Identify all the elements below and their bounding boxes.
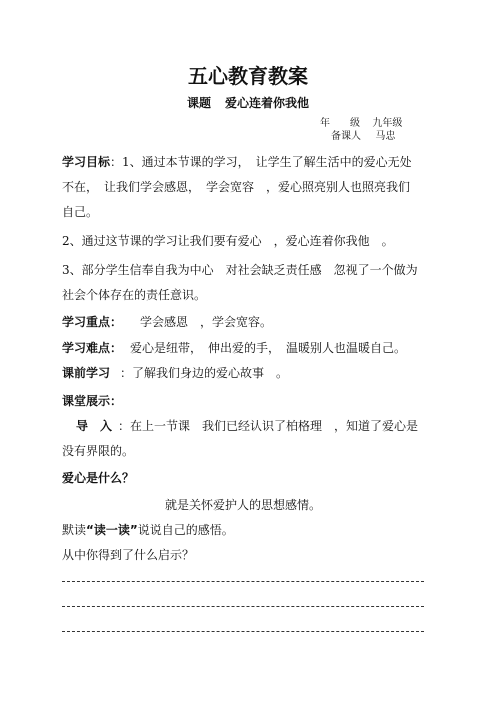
intro-line2: 没有界限的。 [62,444,135,458]
pre-study-text: ：了解我们身边的爱心故事 。 [120,366,289,380]
grade-label: 年 级 [320,118,360,129]
answer-dashed-line [62,581,424,582]
preparer-value: 马忠 [375,131,396,142]
difficulty-line [62,340,424,356]
preparer-row [331,127,395,142]
goals-label: 学习目标 [62,155,111,169]
course-label: 课题 [186,96,211,110]
answer-dashed-line [62,631,424,632]
course-heading [0,94,496,111]
intro-label: 导 入 [76,419,113,433]
key-points-text: 学会感恩 ，学会宽容。 [140,315,273,329]
pre-study-label: 课前学习 [62,366,111,380]
goal1-line1 [62,154,424,170]
course-title: 爱心连着你我他 [225,96,310,110]
goal1-line2: 不在， 让我们学会感恩， 学会宽容 ，爱心照亮别人也照亮我们 [62,180,411,194]
read-suffix: 说说自己的感悟。 [137,523,234,537]
read-line [62,522,424,538]
read-bold: “读一读” [86,523,138,537]
what-is-love-line [62,470,424,486]
goal2-line: 2、通过这节课的学习让我们要有爱心 ，爱心连着你我他 。 [62,234,394,248]
what-is-love-answer: 就是关怀爱护人的思想感情。 [164,498,321,512]
goal3-line2: 社会个体存在的责任意识。 [62,288,207,302]
goal1-text-1: ：1、通过本节课的学习， 让学生了解生活中的爱心无处 [110,155,412,169]
key-points-label: 学习重点： [62,315,123,329]
what-is-love-label: 爱心是什么？ [62,471,135,485]
preparer-label: 备课人 [331,131,361,142]
grade-value: 九年级 [372,118,403,129]
intro-line1 [62,418,424,434]
key-points-line [62,314,424,330]
class-show-label: 课堂展示： [62,394,123,408]
question-line: 从中你得到了什么启示？ [62,548,195,562]
difficulty-label: 学习难点： [62,341,123,355]
class-show-line [62,393,424,409]
intro-text-1: ：在上一节课 我们已经认识了柏格理 ，知道了爱心是 [118,419,419,433]
pre-study-line [62,365,424,381]
goal3-line1: 3、部分学生信奉自我为中心 对社会缺乏责任感 忽视了一个做为 [62,263,418,277]
read-prefix: 默读 [62,523,87,537]
answer-dashed-line [62,606,424,607]
document-title: 五心教育教案 [188,64,308,88]
goal1-line3: 自己。 [62,205,99,219]
difficulty-text: 爱心是纽带， 伸出爱的手， 温暖别人也温暖自己。 [130,341,407,355]
